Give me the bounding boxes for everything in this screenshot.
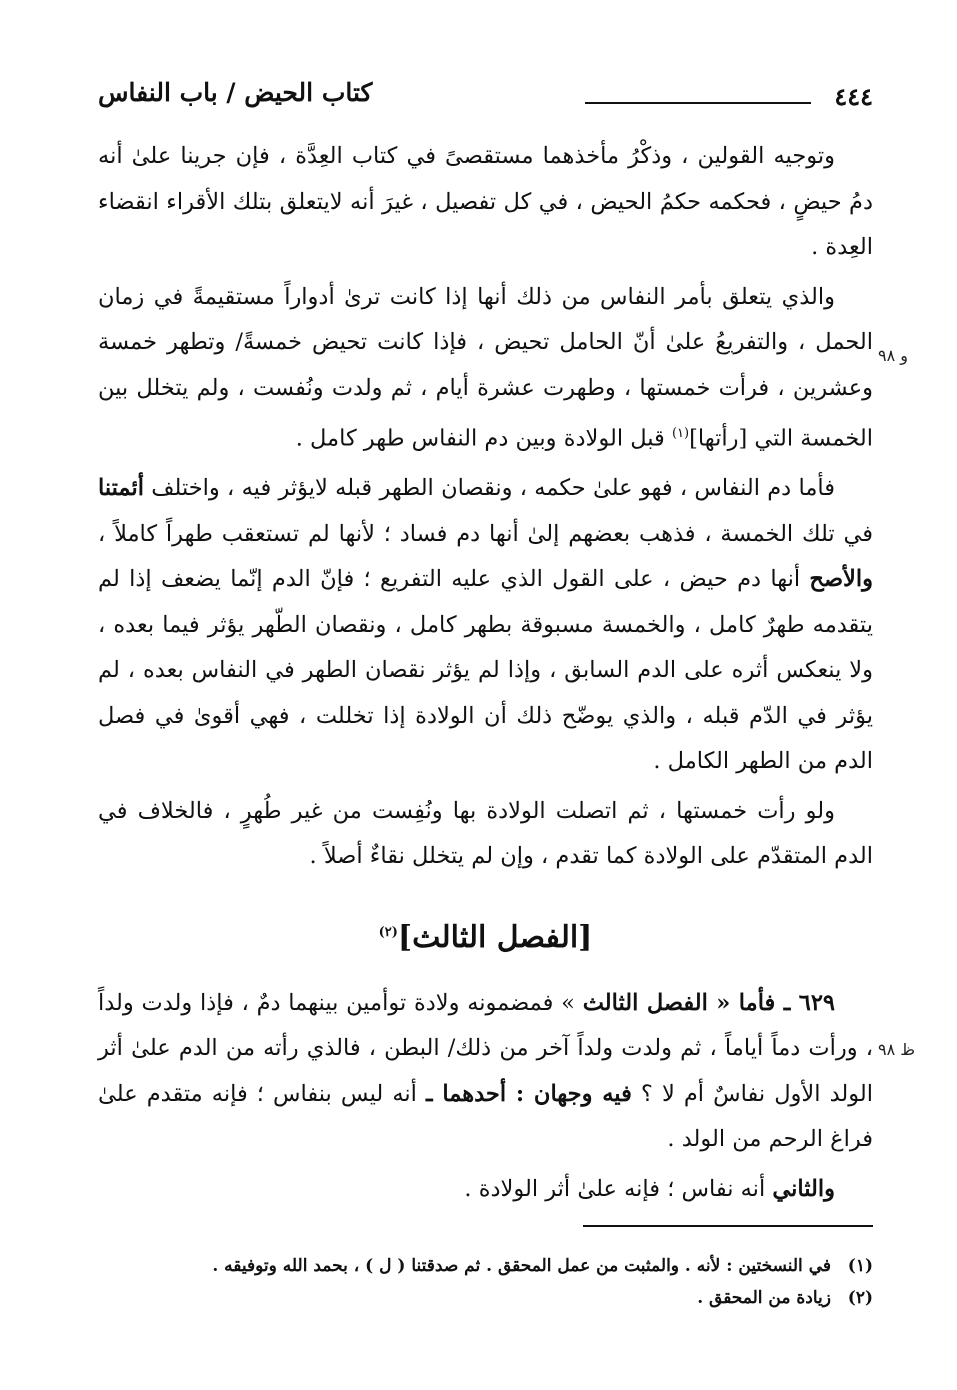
paragraph-5-text: » فمضمونه ولادة توأمين بينهما دمٌ ، فإذا ولدت ولداً ، ورأت دماً أياماً ، ثم ولدت ولداً آخر من ذلك/ البطن ، فالذي رأته من الدم علىٰ أثر الولد الأول نفاسٌ أم لا ؟ xyxy=(98,989,873,1107)
footnote-1 xyxy=(98,1250,873,1282)
margin-marker-recto: و ٩٨ xyxy=(878,346,908,365)
bold-term: والثاني xyxy=(772,1175,835,1202)
body-text xyxy=(98,134,873,1216)
footnote-2 xyxy=(98,1282,873,1314)
section-heading-text: [الفصل الثالث] xyxy=(397,919,593,955)
margin-marker-verso: ظ ٩٨ xyxy=(878,1040,916,1059)
footnote-rule xyxy=(583,1225,873,1227)
paragraph-3-text-2: في تلك الخمسة ، فذهب بعضهم إلىٰ أنها دم فساد ؛ لأنها لم تستعقب طهراً كاملاً ، xyxy=(98,520,873,547)
bold-term: أئمتنا xyxy=(98,475,144,501)
header-rule xyxy=(585,102,811,104)
bold-term: الفصل الثالث xyxy=(582,989,708,1016)
paragraph-number: ٦٢٩ ـ فأما « xyxy=(707,989,836,1016)
footnote-ref-1: (١) xyxy=(671,426,690,441)
paragraph-1: وتوجيه القولين ، وذكْرُ مأخذهما مستقصىً في كتاب العِدَّة ، فإن جرينا علىٰ أنه دمُ حيضٍ ، فحكمه حكمُ الحيض ، في كل تفصيل ، غيرَ أنه لايتعلق بتلك الأقراء انقضاء العِدة . xyxy=(98,143,873,260)
running-head xyxy=(98,78,873,118)
footnote-number: (١) xyxy=(847,1256,873,1276)
footnote-ref-2: (٢) xyxy=(378,924,398,940)
paragraph-3 xyxy=(98,466,873,785)
paragraph-6-text: أنه نفاس ؛ فإنه علىٰ أثر الولادة . xyxy=(464,1175,773,1202)
paragraph-2 xyxy=(98,275,873,463)
paragraph-5 xyxy=(98,981,873,1163)
footnote-text: زيادة من المحقق . xyxy=(697,1288,831,1308)
paragraph-2-text: والذي يتعلق بأمر النفاس من ذلك أنها إذا كانت ترىٰ أدواراً مستقيمةً في زمان الحمل ، والتفريعُ علىٰ أنّ الحامل تحيض ، فإذا كانت تحيض خمسةً/ وتطهر خمسة وعشرين ، فرأت خمستها ، وطهرت عشرة أيام ، ثم ولدت ونُفست ، ولم يتخلل بين الخمسة التي [رأتها] xyxy=(98,283,873,452)
paragraph-2-text-end: قبل الولادة وبين دم النفاس طهر كامل . xyxy=(295,425,672,452)
paragraph-4: ولو رأت خمستها ، ثم اتصلت الولادة بها ونُفِست من غير طُهرٍ ، فالخلاف في الدم المتقدّم على الولادة كما تقدم ، وإن لم يتخلل نقاءٌ أصلاً . xyxy=(98,797,873,869)
running-title: كتاب الحيض / باب النفاس xyxy=(98,78,373,107)
bold-term: فيه وجهان : أحدهما ـ xyxy=(426,1080,632,1107)
footnote-text: في النسختين : لأنه . والمثبت من عمل المحقق . ثم صدقتنا ( ل ) ، بحمد الله وتوفيقه . xyxy=(212,1256,831,1276)
bold-term: والأصح xyxy=(809,566,873,592)
footnotes xyxy=(98,1250,873,1314)
paragraph-3-text-3: أنها دم حيض ، على القول الذي عليه التفريع ؛ فإنّ الدم إنّما يضعف إذا لم يتقدمه طهرٌ كامل ، والخمسة مسبوقة بطهر كامل ، ونقصان الطّهر يؤثر فيما بعده ، ولا ينعكس أثره على الدم السابق ، وإذا لم يؤثر نقصان الطهر في النفاس بعده ، لم يؤثر في الدّم قبله ، والذي يوضّح ذلك أن الولادة إذا تخللت ، فهي أقوىٰ في فصل الدم من الطهر الكامل . xyxy=(98,566,873,774)
paragraph-5-text-2: أنه ليس بنفاس ؛ فإنه متقدم علىٰ فراغ الرحم من الولد . xyxy=(98,1080,873,1152)
section-heading xyxy=(98,910,873,961)
paragraph-6 xyxy=(98,1167,873,1213)
paragraph-3-text: فأما دم النفاس ، فهو علىٰ حكمه ، ونقصان الطهر قبله لايؤثر فيه ، واختلف xyxy=(143,475,835,501)
footnote-number: (٢) xyxy=(847,1288,873,1308)
page-number: ٤٤٤ xyxy=(834,82,873,111)
